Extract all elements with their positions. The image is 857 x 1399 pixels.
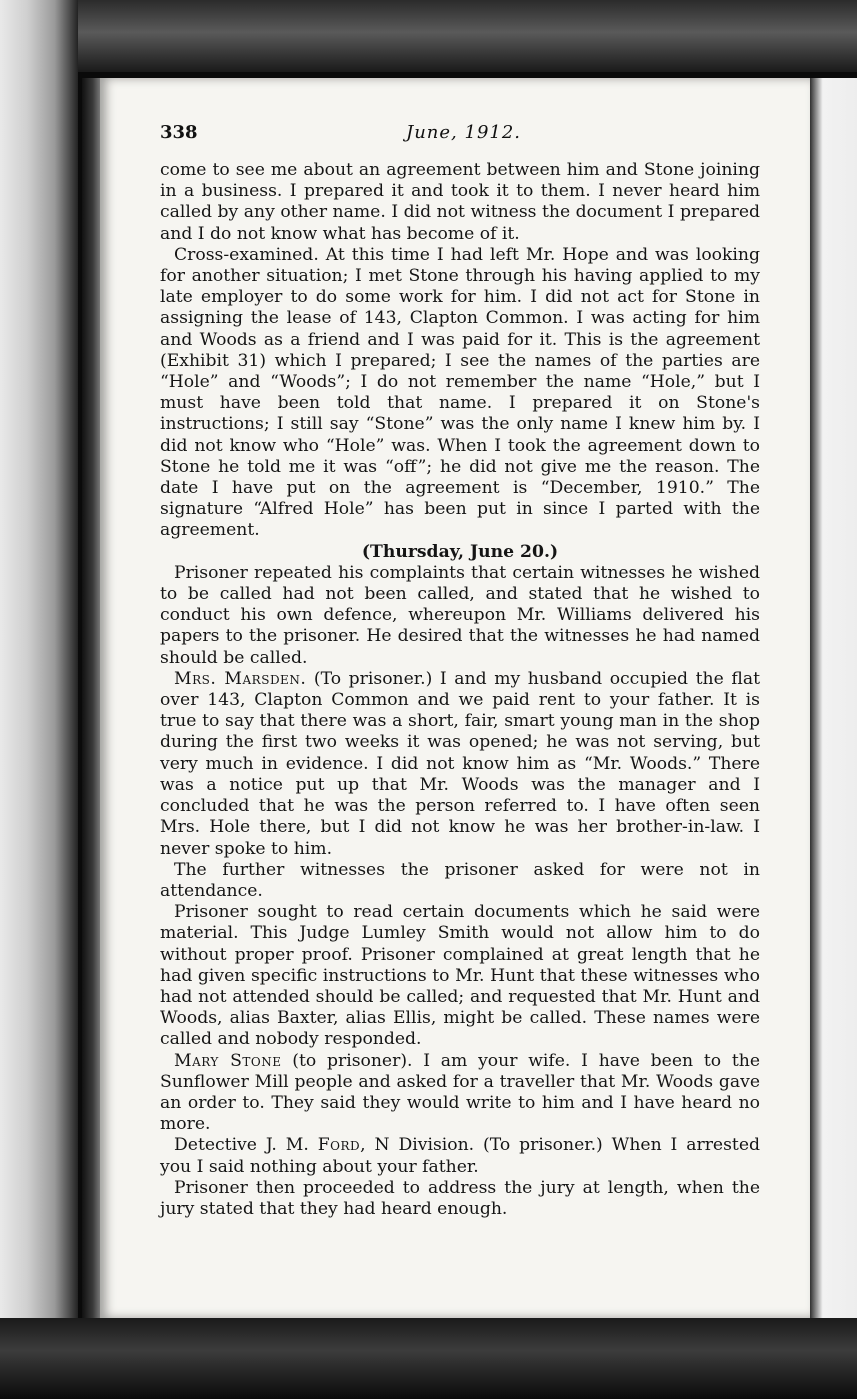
paragraph: Cross-examined. At this time I had left Mr. Hope and was looking for another situation; I met Stone through his having applied to my late employer to do some work for him. I did not act for Stone in assigning the lease of 143, Clapton Common. I was acting for him and Woods as a friend and I was paid for it. This is the agreement (Exhibit 31) which I prepared; I see the names of the parties are “Hole” and “Woods”; I do not remember the name “Hole,” but I must have been told that name. I prepared it on Stone's instructions; I still say “Stone” was the only name I knew him by. I did not know who “Hole” was. When I took the agreement down to Stone he told me it was “off”; he did not give me the reason. The date I have put on the agreement is “December, 1910.” The signature “Alfred Hole” has been put in since I parted with the agreement.	[160, 244, 760, 541]
witness-name: Mrs. Marsden.	[174, 668, 307, 689]
witness-name: Ford	[317, 1135, 361, 1156]
paragraph	[160, 1135, 760, 1177]
testimony-text: (To prisoner.) I and my husband occupied the flat over 143, Clapton Common and we paid rent to your father. It is true to say that there was a short, fair, smart young man in the shop during the first two weeks it was opened; he was not serving, but very much in evidence. I did not know him as “Mr. Woods.” There was a notice put up that Mr. Woods was the manager and I concluded that he was the person referred to. I have often seen Mrs. Hole there, but I did not know he was her brother-in-law. I never spoke to him.	[160, 668, 760, 859]
scan-background-top	[0, 0, 857, 72]
paragraph: Prisoner sought to read certain documents which he said were material. This Judge Lumley Smith would not allow him to do without proper proof. Prisoner complained at great length that he had given specific instructions to Mr. Hunt that these witnesses who had not attended should be called; and requested that Mr. Hunt and Woods, alias Baxter, alias Ellis, might be called. These names were called and nobody responded.	[160, 902, 760, 1050]
book-page-edge-right	[808, 78, 857, 1318]
paragraph: Prisoner then proceeded to address the jury at length, when the jury stated that they had heard enough.	[160, 1177, 760, 1219]
testimony-text: , N Division. (To prisoner.) When I arrested you I said nothing about your father.	[160, 1135, 760, 1177]
page-number: 338	[160, 122, 198, 143]
book-gutter	[82, 78, 100, 1318]
session-date-heading: (Thursday, June 20.)	[361, 541, 559, 562]
scan-background-bottom	[0, 1318, 857, 1399]
paragraph: Prisoner repeated his complaints that certain witnesses he wished to be called had not been called, and stated that he wished to conduct his own defence, whereupon Mr. Williams delivered his papers to the prisoner. He desired that the witnesses he had named should be called.	[160, 562, 760, 668]
testimony-text: (to prisoner). I am your wife. I have been to the Sunflower Mill people and asked for a traveller that Mr. Woods gave an order to. They said they would write to him and I have heard no more.	[160, 1050, 760, 1135]
running-head	[160, 122, 780, 152]
book-page-edge-left	[0, 0, 78, 1399]
paragraph: come to see me about an agreement between him and Stone joining in a business. I prepared it and took it to them. I never heard him called by any other name. I did not witness the document I prepared and I do not know what has become of it.	[160, 160, 760, 244]
page-body-text	[160, 160, 760, 1220]
page-date-heading: June, 1912.	[406, 122, 522, 143]
witness-title: Detective J. M.	[174, 1135, 318, 1156]
paragraph: The further witnesses the prisoner asked for were not in attendance.	[160, 859, 760, 901]
paragraph	[160, 1051, 760, 1136]
witness-name: Mary Stone	[174, 1050, 282, 1071]
paragraph	[160, 669, 760, 860]
